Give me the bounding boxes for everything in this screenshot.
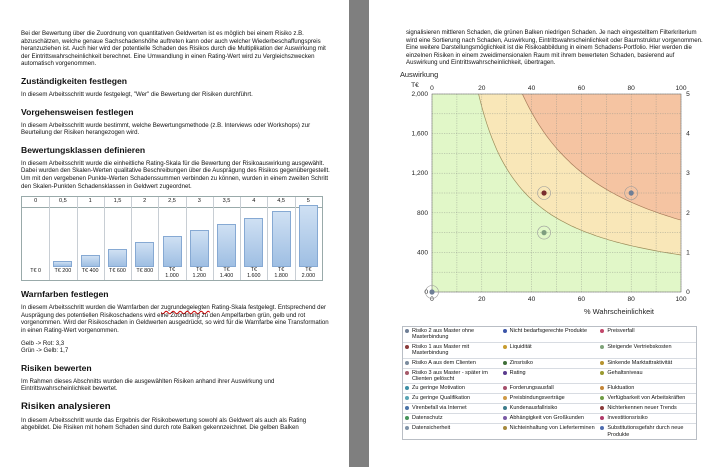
threshold-gruen-gelb: Grün -> Gelb: 1,7 — [21, 347, 69, 355]
legend-item — [598, 359, 696, 368]
y2-tick-label: 5 — [686, 91, 690, 98]
legend-label: Substitutionsgefahr durch neue Produkte — [607, 425, 684, 438]
heading-vorgehensweisen: Vorgehensweisen festlegen — [21, 106, 134, 117]
y2-tick-label: 2 — [686, 209, 690, 217]
rating-scale-label: T€ 600 — [109, 268, 126, 275]
rating-scale-value: 4,5 — [277, 198, 285, 205]
x-tick-label-top: 0 — [430, 85, 434, 92]
legend-marker-icon — [600, 386, 604, 390]
x-tick-label-bottom: 60 — [577, 296, 586, 303]
legend-item — [598, 404, 696, 413]
legend-marker-icon — [600, 345, 604, 349]
x-tick-label-bottom: 40 — [527, 296, 536, 303]
rating-scale-value: 0 — [34, 198, 38, 205]
legend-label: Nicht bedarfsgerechte Produkte — [509, 328, 588, 334]
legend-item — [403, 327, 501, 342]
legend-marker-icon — [503, 426, 507, 430]
risk-point — [541, 230, 546, 235]
legend-marker-icon — [405, 396, 409, 400]
rating-scale-value: 3 — [197, 198, 201, 205]
legend-item — [403, 369, 501, 384]
legend-label: Preisverfall — [607, 328, 635, 334]
legend-item — [598, 327, 696, 342]
legend-item — [403, 394, 501, 403]
legend-marker-icon — [600, 406, 604, 410]
legend-label: Datenschutz — [412, 415, 443, 422]
y2-tick-label: 4 — [686, 130, 690, 138]
risk-point — [629, 190, 634, 195]
heading-warnfarben: Warnfarben festlegen — [21, 289, 109, 300]
legend-marker-icon — [503, 345, 507, 349]
legend-label: Forderungsausfall — [509, 385, 554, 392]
heading-risiken-analysieren: Risiken analysieren — [21, 400, 111, 412]
paragraph-risiken-bewerten: Im Rahmen dieses Abschnitts wurden die ausgewählten Risiken anhand ihrer Auswirkung und Eintrittswahrscheinlichkeit bewertet. — [21, 377, 275, 393]
legend-item — [501, 359, 599, 368]
legend-label: Abhängigkeit von Großkunden — [509, 415, 584, 422]
x-tick-label-top: 80 — [627, 85, 635, 92]
legend-item — [501, 394, 599, 403]
legend-row — [403, 359, 696, 369]
legend-label: Steigende Vertriebskosten — [607, 343, 672, 350]
rating-scale-label: T€ 1.600 — [247, 267, 261, 280]
y-tick-label: 1,200 — [411, 170, 428, 178]
legend-item — [598, 384, 696, 393]
legend-label: Zu geringe Motivation — [412, 385, 465, 392]
heading-zustaendigkeiten: Zuständigkeiten festlegen — [21, 75, 128, 86]
legend-item — [598, 343, 696, 358]
legend-marker-icon — [600, 396, 604, 400]
legend-marker-icon — [405, 416, 409, 420]
spellcheck-word: zugrundegelegten — [161, 304, 210, 312]
legend-label: Preisbindungsverträge — [509, 395, 565, 402]
rating-scale-label: T€ 200 — [54, 268, 72, 275]
legend-item — [403, 384, 501, 393]
rating-scale-value: 0,5 — [59, 198, 67, 205]
legend-marker-icon — [600, 371, 604, 375]
x-tick-label-bottom: 80 — [627, 296, 635, 303]
legend-item — [403, 343, 501, 358]
risk-point — [429, 289, 434, 294]
legend-label: Datensicherheit — [412, 425, 451, 432]
legend-row — [403, 424, 696, 439]
y-tick-label: 0 — [424, 289, 428, 296]
intro-paragraph: Bei der Bewertung über die Zuordnung von quantitativen Geldwerten ist es möglich bei einem Risiko z.B. abzuschätzen, welche genaue Sachschadenshöhe auftreten kann oder auch welcher Wiederbeschaffungspreis heranzuziehen ist. Auch hier wird der potentielle Schaden des Risikos durch die Multiplikation der Auswirkung mit der Eintrittswahrscheinlichkeit berechnet. Eine Umwandlung in einen Rating-Wert wird zu Vergleichszwecken automatisch vorgenommen. — [21, 30, 326, 68]
legend-marker-icon — [503, 329, 507, 333]
legend-item — [501, 384, 599, 393]
legend-label: Risiko 2 aus Master ohne Masterbindung — [412, 328, 475, 341]
x-tick-label-top: 20 — [478, 85, 486, 92]
legend-marker-icon — [503, 361, 507, 365]
legend-item — [501, 343, 599, 358]
y2-tick-label: 3 — [686, 170, 690, 178]
legend-marker-icon — [503, 386, 507, 390]
rating-scale-label: T€ 0 — [30, 268, 42, 275]
legend-marker-icon — [503, 396, 507, 400]
rating-scale-value: 3,5 — [222, 198, 231, 205]
paragraph-zustaendigkeiten: In diesem Arbeitsschritt wurde festgelegt, "Wer" die Bewertung der Risiken durchführt. — [21, 90, 253, 98]
legend-row — [403, 343, 696, 359]
x-axis-title: % Wahrscheinlichkeit — [584, 307, 654, 316]
rating-scale-label: T€ 1.000 — [165, 267, 179, 280]
legend-row — [403, 414, 696, 424]
rating-scale-label: T€ 1.200 — [192, 267, 207, 280]
legend-marker-icon — [600, 416, 604, 420]
legend-label: Verfügbarkeit von Arbeitskräften — [607, 395, 686, 402]
legend-item — [501, 327, 599, 342]
legend-item — [598, 424, 696, 439]
heading-risiken-bewerten: Risiken bewerten — [21, 362, 92, 373]
legend-item — [598, 369, 696, 384]
legend-item — [501, 404, 599, 413]
rating-scale-label: T€ 1.400 — [219, 267, 234, 280]
paragraph-portfolio: signalisieren mittleren Schaden, die grünen Balken niedrigen Schaden. Je nach eingestelltem Filterkriterium wird eine Sortierung nach Schaden, Auswirkung, Eintrittswahrscheinlichkeit oder Baumstruktur vorgenommen. Eine weitere Darstellungsmöglichkeit ist die Risikoabbildung in einem Schadens-Portfolio. Hier werden die einzelnen Risiken in einem zweidimensionalen Raum mit ihrem bewerteten Schaden, basierend auf Auswirkung und Eintrittswahrscheinlichkeit, übertragen. — [406, 29, 703, 67]
legend-label: Risiko A aus dem Clienten — [412, 359, 476, 366]
rating-scale-label: T€ 400 — [81, 268, 99, 275]
legend-label: Zinsrisiko — [509, 359, 533, 366]
heading-bewertungsklassen: Bewertungsklassen definieren — [21, 144, 146, 155]
legend-label: Sinkende Marktattraktivität — [607, 359, 673, 366]
y-tick-label: 1,600 — [411, 130, 428, 138]
legend-marker-icon — [405, 406, 409, 410]
legend-label: Risiko 1 aus Master mit Masterbindung — [412, 343, 470, 357]
legend-item — [598, 414, 696, 423]
rating-scale-label: T€ 800 — [136, 268, 154, 275]
x-tick-label-top: 100 — [675, 85, 687, 92]
rating-scale-value: 2 — [143, 198, 147, 205]
legend-label: Fluktuation — [607, 385, 635, 392]
legend-item — [403, 404, 501, 413]
y-tick-label: 400 — [416, 249, 428, 257]
rating-scale-label: T€ 2.000 — [301, 267, 316, 280]
x-tick-label-bottom: 100 — [675, 296, 687, 303]
legend-label: Nichteinhaltung von Lieferterminen — [509, 425, 595, 432]
y-tick-label: 2,000 — [411, 91, 428, 98]
paragraph-vorgehensweisen: In diesem Arbeitsschritt wurde bestimmt, welche Bewertungsmethode (z.B. Interviews oder Workshops) zur Beurteilung der Risiken herangezogen wird. — [21, 121, 311, 137]
legend-label: Liquidität — [509, 343, 532, 350]
y2-tick-label: 0 — [686, 289, 690, 296]
legend-marker-icon — [503, 416, 507, 420]
legend-marker-icon — [503, 371, 507, 375]
x-tick-label-bottom: 20 — [478, 296, 486, 303]
legend-marker-icon — [405, 329, 409, 333]
legend-label: Zu geringe Qualifikation — [412, 395, 471, 402]
legend-marker-icon — [600, 329, 604, 333]
legend-item — [403, 424, 501, 439]
warnfarben-text-a: In diesem Arbeitsschritt wurden die Warnfarben der — [21, 304, 161, 312]
legend-row — [403, 369, 696, 385]
rating-scale-value: 1,5 — [113, 198, 122, 205]
legend-label: Risiko 3 aus Master - später im Clienten gelöscht — [412, 369, 488, 383]
legend-marker-icon — [405, 371, 409, 375]
legend-row — [403, 394, 696, 404]
legend-label: Investitionsrisiko — [607, 415, 648, 422]
legend-row — [403, 404, 696, 414]
legend-marker-icon — [405, 386, 409, 390]
rating-scale-value: 1 — [88, 198, 92, 205]
y-tick-label: 800 — [416, 209, 428, 217]
y2-tick-label: 1 — [686, 249, 690, 257]
legend-item — [501, 424, 599, 439]
legend-item — [403, 359, 501, 368]
legend-marker-icon — [405, 361, 409, 365]
rating-scale-label: T€ 1.800 — [274, 267, 288, 280]
legend-label: Virenbefall via Internet — [412, 405, 467, 412]
x-tick-label-bottom: 0 — [430, 296, 434, 303]
y-axis-title: Auswirkung — [400, 70, 439, 79]
legend-item — [598, 394, 696, 403]
legend-label: Rating — [509, 369, 526, 376]
legend-label: Kundenausfallrisiko — [509, 405, 558, 412]
rating-scale-value: 5 — [306, 198, 310, 205]
rating-scale-value: 2,5 — [168, 198, 176, 205]
legend-marker-icon — [600, 426, 604, 430]
legend-marker-icon — [405, 426, 409, 430]
threshold-gelb-rot: Gelb -> Rot: 3,3 — [21, 339, 65, 347]
rating-scale-value: 4 — [252, 198, 256, 205]
legend-marker-icon — [405, 345, 409, 349]
legend-marker-icon — [600, 361, 604, 365]
legend-marker-icon — [503, 406, 507, 410]
legend-item — [501, 414, 599, 423]
legend-label: Nichterkennen neuer Trends — [607, 405, 677, 412]
x-tick-label-top: 40 — [527, 85, 536, 92]
risk-point — [541, 190, 546, 195]
legend-item — [403, 414, 501, 423]
legend-item — [501, 369, 599, 384]
legend-label: Gehaltsniveau — [607, 369, 643, 376]
legend-row — [403, 384, 696, 394]
y-axis-unit: T€ — [411, 82, 419, 89]
legend-row — [403, 327, 696, 343]
x-tick-label-top: 60 — [577, 85, 586, 92]
paragraph-bewertungsklassen: In diesem Arbeitsschritt wurde die einheitliche Rating-Skala für die Bewertung der Risikoauswirkung ausgewählt. Dabei wurden den Skalen-Werten qualitative Beschreibungen über die Ausprägung des Risikos gegenübergestellt. Um mit den vergebenen Punkte-Werten Schadenssummen verbinden zu können, wurden in einem zweiten Schritt den Skalen-Punkten Schadensklassen in Geldwert zugeordnet. — [21, 159, 330, 190]
paragraph-risiken-analysieren: In diesem Arbeitsschritt wurde das Ergebnis der Risikobewertung sowohl als Geldwert als auch als Rating abgebildet. Die Risiken mit hohem Schaden sind durch rote Balken gekennzeichnet. Die gelben Balken — [21, 416, 307, 432]
risk-legend — [402, 326, 697, 440]
warnfarben-text-b: Rating-Skala festgelegt. Entsprechend der Ausprägung des potentiellen Risikoschadens wird eine Zuordnung zu den Ampelfarben grün, gelb und rot vorgenommen. Wird der Risikoschaden in Geldwerten ausgedrückt, so wird für die Warnfarbe eine Transformation in einen Rating-Wert vorgenommen. — [21, 304, 329, 334]
